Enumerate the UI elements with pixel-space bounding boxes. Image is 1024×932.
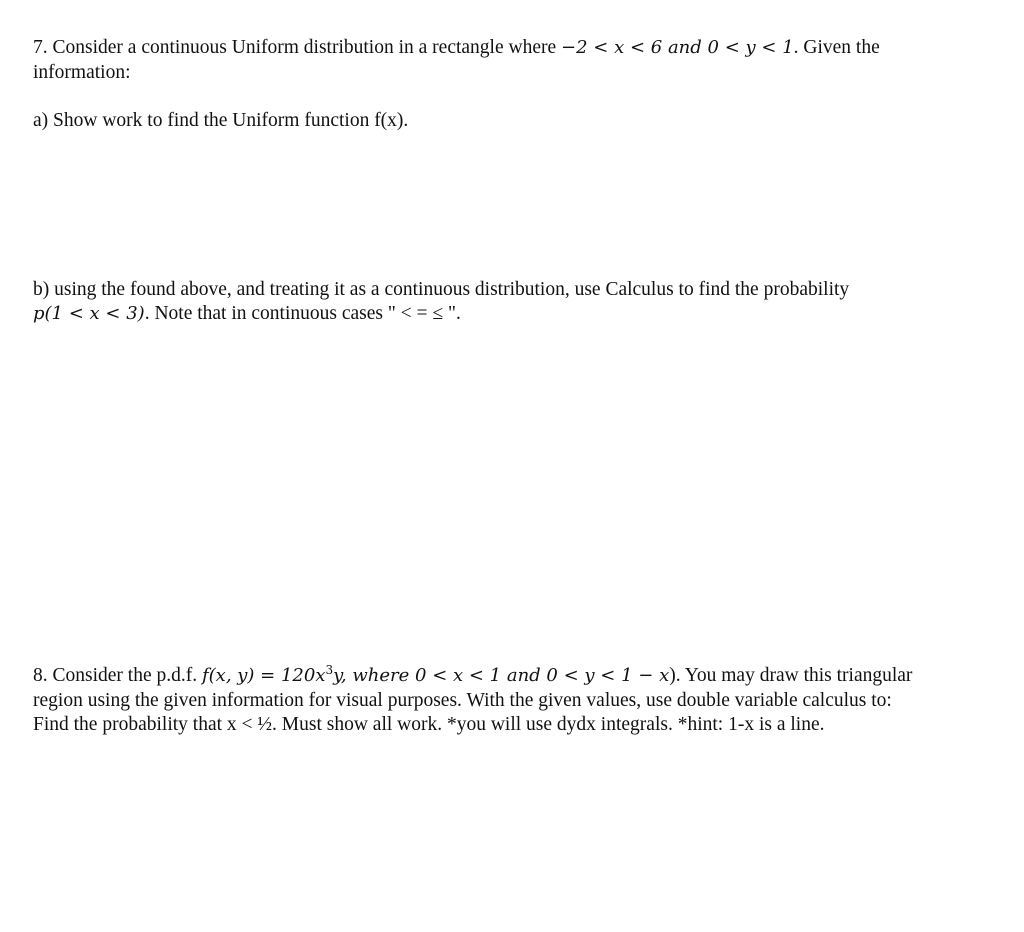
q8-func-rhs: y, [333,665,353,686]
q7-part-b-line-2 [33,302,461,326]
q8-and: and [501,665,547,686]
q8-func-lhs: f(x, y) = 120x [201,665,326,686]
q8-condition-y: 0 < y < 1 − x [546,665,670,686]
q7-intro-text: 7. Consider a continuous Uniform distribution in a rectangle where [33,37,562,58]
q7-intro-line-2: information: [33,62,131,83]
q7-condition-y: 0 < y < 1 [707,37,794,58]
q8-where: where [352,665,416,686]
q7-part-b-note: . Note that in continuous cases " < = ≤ ". [144,303,461,324]
q8-condition-x: 0 < x < 1 [415,665,502,686]
q7-probability-expression: p(1 < x < 3) [33,303,145,324]
q8-line-1-end: ). You may draw this triangular [669,665,913,686]
q7-part-b-line-1: b) using the found above, and treating it as a continuous distribution, use Calculus to find the probability [33,279,850,300]
q7-and: and [662,37,708,58]
q7-part-a: a) Show work to find the Uniform function f(x). [33,110,409,131]
q8-line-1 [33,664,912,688]
q8-line-2: region using the given information for visual purposes. With the given values, use double variable calculus to: [33,690,892,711]
q7-intro-line-1 [33,36,880,60]
q8-intro-text: 8. Consider the p.d.f. [33,665,202,686]
q7-intro-end: . Given the [793,37,880,58]
q8-pdf-expression [202,665,669,686]
q8-line-3: Find the probability that x < ½. Must show all work. *you will use dydx integrals. *hint: 1-x is a line. [33,714,825,735]
q8-func-exponent: 3 [325,663,334,677]
q7-condition-x: −2 < x < 6 [561,37,663,58]
